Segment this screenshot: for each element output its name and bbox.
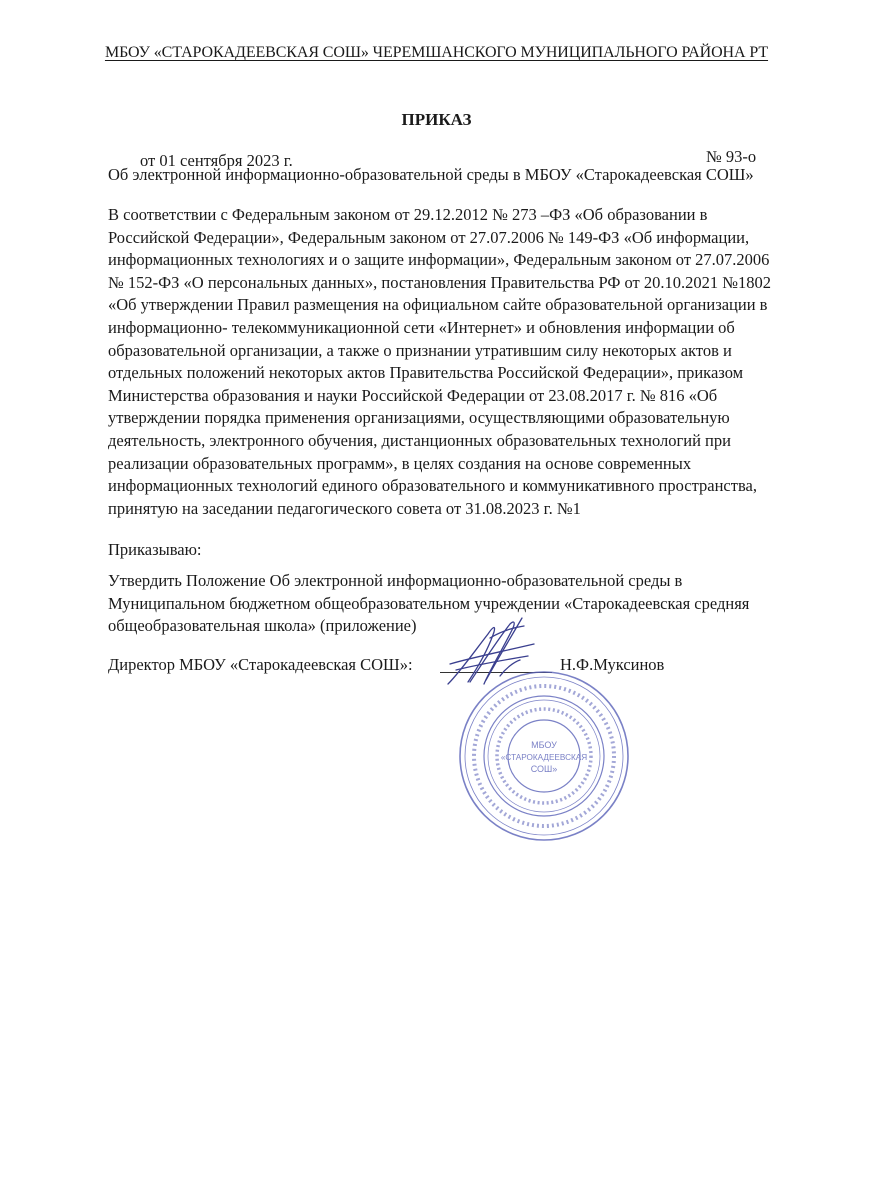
preamble-line: информационно- телекоммуникационной сети «Интернет» и обновления информации об	[108, 317, 735, 337]
preamble-paragraph	[108, 204, 808, 520]
preamble-line: деятельность, электронного обучения, дистанционных образовательных технологий при	[108, 430, 731, 450]
preamble-line: Министерства образования и науки Российской Федерации от 23.08.2017 г. № 816 «Об	[108, 385, 718, 405]
preamble-line: отдельных положений некоторых актов Правительства Российской Федерации», приказом	[108, 363, 744, 383]
approve-line: Утвердить Положение Об электронной информационно-образовательной среды в	[108, 571, 683, 590]
preamble-line: В соответствии с Федеральным законом от 29.12.2012 № 273 –ФЗ «Об образовании в	[108, 205, 708, 224]
preamble-line: принятую на заседании педагогического совета от 31.08.2023 г. №1	[108, 498, 581, 518]
stamp-center-line: МБОУ	[531, 740, 557, 750]
approve-line: общеобразовательная школа» (приложение)	[108, 616, 417, 636]
stamp-center-line: «СТАРОКАДЕЕВСКАЯ	[500, 753, 588, 762]
preamble-line: образовательной организации, а также о признании утратившим силу некоторых актов и	[108, 340, 732, 360]
document-title: ПРИКАЗ	[401, 110, 472, 129]
preamble-line: реализации образовательных программ», в целях создания на основе современных	[108, 453, 692, 473]
preamble-line: информационных технологий единого образовательного и коммуникативного пространства,	[108, 476, 757, 496]
document-date: от 01 сентября 2023 г.	[140, 151, 293, 170]
organization-header	[0, 44, 873, 62]
organization-name: МБОУ «СТАРОКАДЕЕВСКАЯ СОШ» ЧЕРЕМШАНСКОГО МУНИЦИПАЛЬНОГО РАЙОНА РТ	[104, 44, 769, 61]
document-number: № 93-о	[706, 147, 757, 166]
official-stamp	[456, 668, 632, 844]
preamble-line: информационных технологиях и о защите информации», Федеральным законом от 27.07.2006	[108, 250, 770, 270]
preamble-line: утверждении порядка применения организациями, осуществляющими образовательную	[108, 408, 730, 428]
preamble-line: «Об утверждении Правил размещения на официальном сайте образовательной организации в	[108, 295, 768, 315]
document-subject: Об электронной информационно-образовательной среды в МБОУ «Старокадеевская СОШ»	[108, 165, 754, 184]
order-word: Приказываю:	[108, 540, 202, 559]
approve-line: Муниципальном бюджетном общеобразовательном учреждении «Старокадеевская средняя	[108, 593, 750, 613]
director-name: Н.Ф.Муксинов	[560, 655, 665, 674]
preamble-line: Российской Федерации», Федеральным законом от 27.07.2006 № 149-ФЗ «Об информации,	[108, 227, 750, 247]
director-label: Директор МБОУ «Старокадеевская СОШ»:	[108, 655, 413, 674]
stamp-center-line: СОШ»	[530, 764, 558, 774]
preamble-line: № 152-ФЗ «О персональных данных», постановления Правительства РФ от 20.10.2021 №1802	[108, 272, 772, 292]
